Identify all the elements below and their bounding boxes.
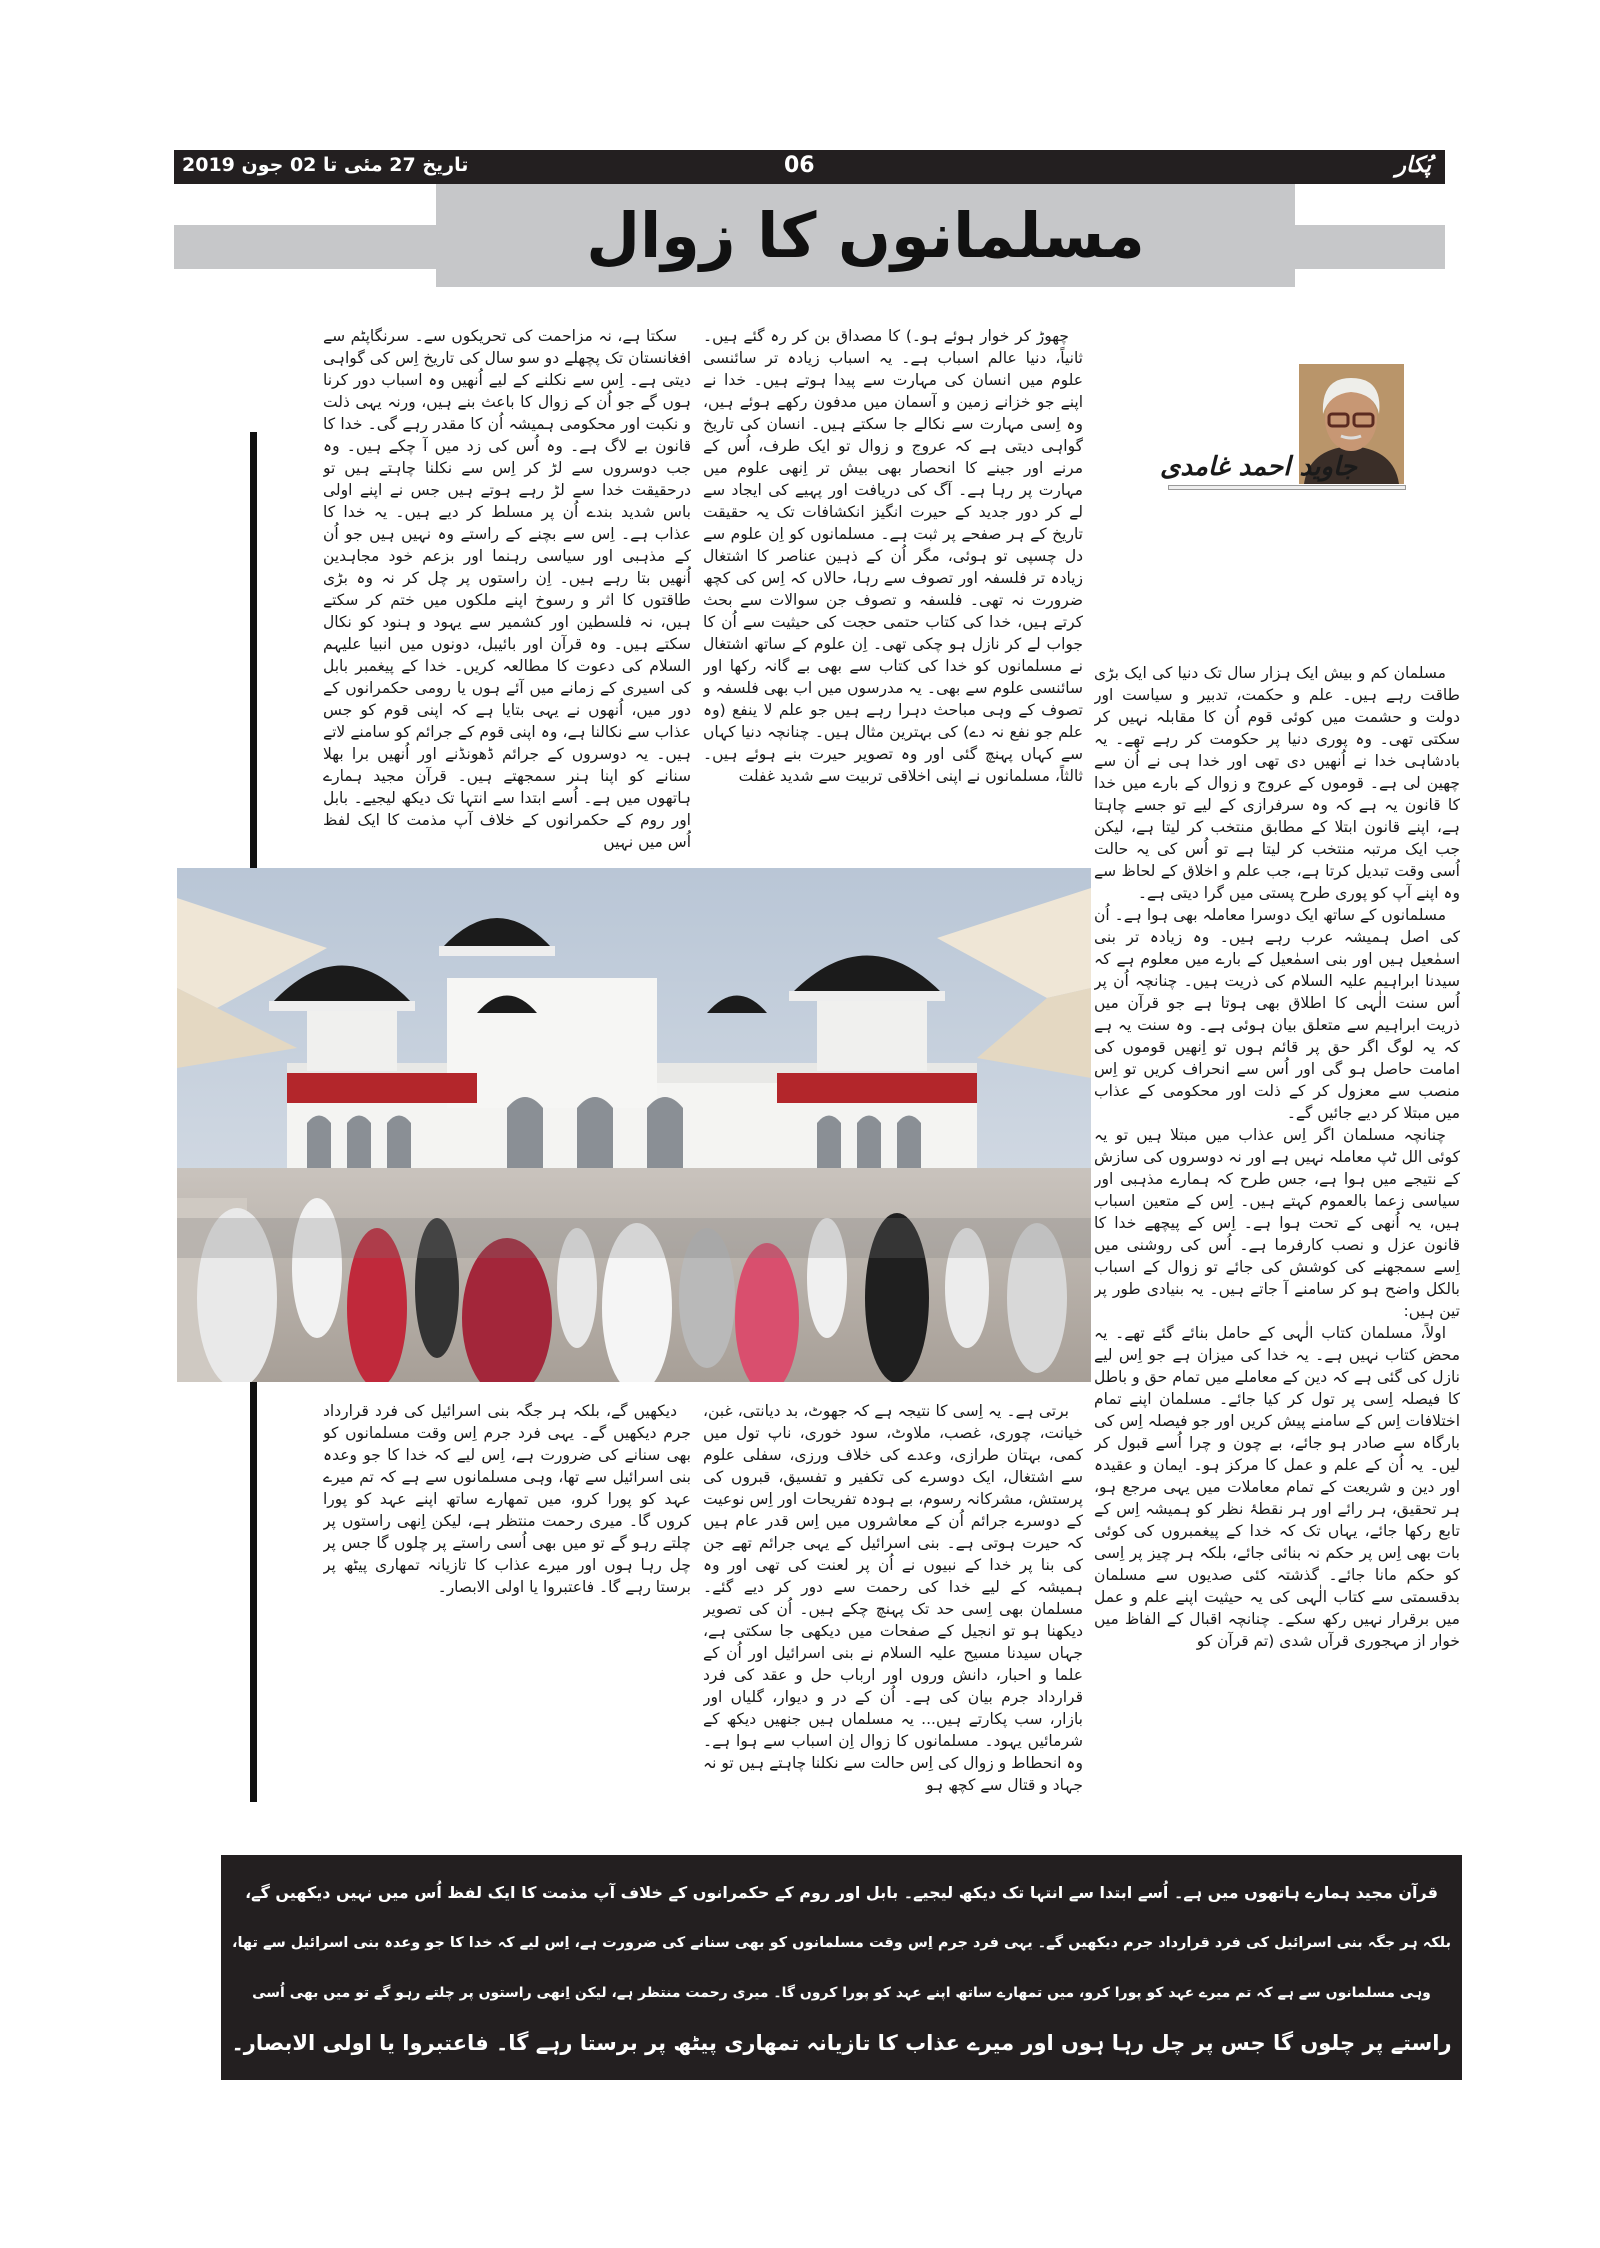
pull-quote-line: بلکہ ہر جگہ بنی اسرائیل کی فرد قرارداد جرم دیکھیں گے۔ یہی فرد جرم اِس وقت مسلمانوں کو بھی سنانے کی ضرورت ہے، اِس لیے کہ خدا کا جو وعدہ بنی اسرائیل سے تھا، bbox=[231, 1934, 1452, 1951]
masthead-bar bbox=[174, 150, 1445, 184]
paragraph: برتی ہے۔ یہ اِسی کا نتیجہ ہے کہ جھوٹ، بد دیانتی، غبن، خیانت، چوری، غصب، ملاوٹ، سود خوری، ناپ تول میں کمی، بہتان طرازی، وعدے کی خلاف ورزی، سفلی علوم سے اشتغال، ایک دوسرے کی تکفیر و تفسیق، قبروں کی پرستش، مشرکانہ رسوم، بے ہودہ تفریحات اور اِس نوعیت کے دوسرے جرائم اُن کے معاشروں میں اِس قدر عام ہیں کہ حیرت ہوتی ہے۔ بنی اسرائیل کے یہی جرائم تھے جن کی بنا پر خدا کے نبیوں نے اُن پر لعنت کی تھی اور وہ ہمیشہ کے لیے خدا کی رحمت سے دور کر دیے گئے۔ مسلمان بھی اِسی حد تک پہنچ چکے ہیں۔ اُن کی تصویر دیکھنا ہو تو انجیل کے صفحات میں دیکھی جا سکتی ہے، جہاں سیدنا مسیح علیہ السلام نے بنی اسرائیل اور اُن کے علما و احبار، دانش وروں اور ارباب حل و عقد کی فرد قرارداد جرم بیان کی ہے۔ اُن کے در و دیوار، گلیاں اور بازار، سب پکارتے ہیں... یہ مسلماں ہیں جنھیں دیکھ کے شرمائیں یہود۔ مسلمانوں کا زوال اِن اسباب سے ہوا ہے۔ وہ انحطاط و زوال کی اِس حالت سے نکلنا چاہتے ہیں تو نہ جہاد و قتال سے کچھ ہو bbox=[703, 1402, 1083, 1794]
pull-quote-line: راستے پر چلوں گا جس پر چل رہا ہوں اور میرے عذاب کا تازیانہ تمھاری پیٹھ پر برستا رہے گا۔ فاعتبروا یا اولی الابصار۔ bbox=[231, 2030, 1452, 2055]
paragraph: سکتا ہے، نہ مزاحمت کی تحریکوں سے۔ سرنگاپٹم سے افغانستان تک پچھلے دو سو سال کی تاریخ اِس کی گواہی دیتی ہے۔ اِس سے نکلنے کے لیے اُنھیں وہ اسباب دور کرنا ہوں گے جو اُن کے زوال کا باعث بنے ہیں، ورنہ یہی ذلت و نکبت اور محکومی ہمیشہ اُن کا مقدر رہے گی۔ خدا کا قانون بے لاگ ہے۔ وہ اُس کی زد میں آ چکے ہیں۔ وہ جب دوسروں سے لڑ کر اِس سے نکلنا چاہتے ہیں تو درحقیقت خدا سے لڑ رہے ہوتے ہیں جس نے اپنے اولی باس شدید بندے اُن پر مسلط کر دیے ہیں۔ یہ خدا کا عذاب ہے۔ اِس سے بچنے کے راستے وہ نہیں ہیں جو اُن کے مذہبی اور سیاسی رہنما اور بزعم خود مجاہدین اُنھیں بتا رہے ہیں۔ اِن راستوں پر چل کر نہ وہ بڑی طاقتوں کا اثر و رسوخ اپنے ملکوں میں ختم کر سکتے ہیں، نہ فلسطین اور کشمیر سے یہود و ہنود کو نکال سکتے ہیں۔ وہ قرآن اور بائیبل، دونوں میں انبیا علیہم السلام کی دعوت کا مطالعہ کریں۔ خدا کے پیغمبر بابل کی اسیری کے زمانے میں آئے ہوں یا رومی حکمرانوں کے دور میں، اُنھوں نے یہی بتایا ہے کہ اپنی قوم کو جس عذاب سے نکالنا ہے، وہ اپنی قوم کے جرائم کو سامنے لاتے ہیں۔ یہ دوسروں کے جرائم ڈھونڈنے اور اُنھیں برا بھلا سنانے کو اپنا ہنر سمجھتے ہیں۔ قرآن مجید ہمارے ہاتھوں میں ہے۔ اُسے ابتدا سے انتہا تک دیکھ لیجیے۔ بابل اور روم کے حکمرانوں کے خلاف آپ مذمت کا ایک لفظ اُس میں نہیں bbox=[323, 327, 691, 851]
article-column-left-bottom bbox=[323, 1400, 691, 1600]
paragraph: چھوڑ کر خوار ہوئے ہو۔) کا مصداق بن کر رہ گئے ہیں۔ ثانیاً، دنیا عالم اسباب ہے۔ یہ اسباب زیادہ تر سائنسی علوم میں انسان کی مہارت سے پیدا ہوتے ہیں۔ خدا نے اپنے جو خزانے زمین و آسمان میں مدفون رکھے ہوئے ہیں، وہ اِسی مہارت سے نکالے جا سکتے ہیں۔ انسان کی تاریخ گواہی دیتی ہے کہ عروج و زوال تو ایک طرف، اُس کے مرنے اور جینے کا انحصار بھی بیش تر اِنھی علوم میں مہارت پر رہا ہے۔ آگ کی دریافت اور پہیے کی ایجاد سے لے کر دور جدید کے حیرت انگیز انکشافات تک یہ حقیقت تاریخ کے ہر صفحے پر ثبت ہے۔ مسلمانوں کو اِن علوم سے دل چسپی تو ہوئی، مگر اُن کے ذہین عناصر کا اشتغال زیادہ تر فلسفہ اور تصوف سے رہا، حالاں کہ اِس کی کچھ ضرورت نہ تھی۔ فلسفہ و تصوف جن سوالات سے بحث کرتے ہیں، خدا کی کتاب حتمی حجت کی حیثیت سے اُن کا جواب لے کر نازل ہو چکی تھی۔ اِن علوم کے ساتھ اشتغال نے مسلمانوں کو خدا کی کتاب سے بھی بے گانہ رکھا اور سائنسی علوم سے بھی۔ یہ مدرسوں میں اب بھی فلسفہ و تصوف کے وہی مباحث دہرا رہے ہیں جو علم لا ینفع (وہ علم جو نفع نہ دے) کی بہترین مثال ہیں۔ چنانچہ دنیا کہاں سے کہاں پہنچ گئی اور وہ تصویر حیرت بنے ہوئے ہیں۔ ثالثاً، مسلمانوں نے اپنی اخلاقی تربیت سے شدید غفلت bbox=[703, 327, 1083, 785]
issue-date: تاریخ 27 مئی تا 02 جون 2019 bbox=[182, 154, 469, 176]
paragraph: چنانچہ مسلمان اگر اِس عذاب میں مبتلا ہیں تو یہ کوئی الل ٹپ معاملہ نہیں ہے اور نہ دوسروں کی سازش کے نتیجے میں ہوا ہے، جس طرح کہ ہمارے مذہبی اور سیاسی زعما بالعموم کہتے ہیں۔ اِس کے متعین اسباب ہیں، یہ اُنھی کے تحت ہوا ہے۔ اِس کے پیچھے خدا کا قانون عزل و نصب کارفرما ہے۔ اُس کی روشنی میں اِسے سمجھنے کی کوشش کی جائے تو زوال کے اسباب بالکل واضح ہو کر سامنے آ جاتے ہیں۔ یہ بنیادی طور پر تین ہیں: bbox=[1094, 1126, 1460, 1320]
paragraph: مسلمان کم و بیش ایک ہزار سال تک دنیا کی ایک بڑی طاقت رہے ہیں۔ علم و حکمت، تدبیر و سیاست اور دولت و حشمت میں کوئی قوم اُن کا مقابلہ نہیں کر سکتی تھی۔ وہ پوری دنیا پر حکومت کر رہے تھے۔ یہ بادشاہی خدا نے اُنھیں دی تھی اور خدا ہی نے اُن سے چھین لی ہے۔ قوموں کے عروج و زوال کے بارے میں خدا کا قانون یہ ہے کہ وہ سرفرازی کے لیے تو جسے چاہتا ہے، اپنے قانون ابتلا کے مطابق منتخب کر لیتا ہے، لیکن جب ایک مرتبہ منتخب کر لیتا ہے تو اُس کی یہ حالت اُسی وقت تبدیل کرتا ہے، جب علم و اخلاق کے لحاظ سے وہ اپنے آپ کو پوری طرح پستی میں گرا دیتی ہے۔ bbox=[1094, 664, 1460, 902]
newspaper-logo: پُکار bbox=[1395, 152, 1431, 178]
mosque-photo bbox=[177, 868, 1091, 1382]
article-column-middle-top bbox=[703, 325, 1083, 861]
title-box bbox=[436, 184, 1295, 287]
pull-quote-line: وہی مسلمانوں سے ہے کہ تم میرے عہد کو پورا کرو، میں تمھارے ساتھ اپنے عہد کو پورا کروں گا۔ میری رحمت منتظر ہے، لیکن اِنھی راستوں پر چلتے رہو گے تو میں بھی اُسی bbox=[252, 1984, 1431, 2001]
paragraph: مسلمانوں کے ساتھ ایک دوسرا معاملہ بھی ہوا ہے۔ اُن کی اصل ہمیشہ عرب رہے ہیں۔ وہ زیادہ تر بنی اسمٰعیل ہیں اور بنی اسمٰعیل کے بارے میں معلوم ہے کہ سیدنا ابراہیم علیہ السلام کی ذریت ہیں۔ چنانچہ اُن پر اُس سنت الٰہی کا اطلاق بھی ہوتا ہے جو قرآن میں ذریت ابراہیم سے متعلق بیان ہوئی ہے۔ وہ سنت یہ ہے کہ یہ لوگ اگر حق پر قائم ہوں تو اِنھیں قوموں کی امامت حاصل ہو گی اور اُس سے انحراف کریں تو اِس منصب سے معزول کر کے ذلت اور محکومی کے عذاب میں مبتلا کر دیے جائیں گے۔ bbox=[1094, 906, 1460, 1122]
article-column-left-top bbox=[323, 325, 691, 861]
pull-quote-line: قرآن مجید ہمارے ہاتھوں میں ہے۔ اُسے ابتدا سے انتہا تک دیکھ لیجیے۔ بابل اور روم کے حکمرانوں کے خلاف آپ مذمت کا ایک لفظ اُس میں نہیں دیکھیں گے، bbox=[245, 1882, 1438, 1902]
author-name: جاوید احمد غامدی bbox=[1160, 452, 1357, 482]
pull-quote-box bbox=[221, 1855, 1462, 2080]
article-column-middle-bottom bbox=[703, 1400, 1083, 1820]
page-number: 06 bbox=[784, 153, 815, 178]
paragraph: اولاً، مسلمان کتاب الٰہی کے حامل بنائے گئے تھے۔ یہ محض کتاب نہیں ہے۔ یہ خدا کی میزان ہے جو اِس لیے نازل کی گئی ہے کہ دین کے معاملے میں تمام حق و باطل کا فیصلہ اِسی پر تول کر کیا جائے۔ مسلمان اپنے تمام اختلافات اِس کے سامنے پیش کریں اور جو فیصلہ اِس کی بارگاہ سے صادر ہو جائے، بے چون و چرا اُسے قبول کر لیں۔ یہ اُن کے علم و عمل کا مرکز ہو۔ ایمان و عقیدہ اور دین و شریعت کے تمام معاملات میں یہی مرجع ہو، ہر تحقیق، ہر رائے اور ہر نقطۂ نظر کو ہمیشہ اِس کے تابع رکھا جائے، یہاں تک کہ خدا کے پیغمبروں کی کوئی بات بھی اِس پر حکم نہ بنائی جائے، بلکہ ہر چیز پر اِسی کو حکم مانا جائے۔ گذشتہ کئی صدیوں سے مسلمان بدقسمتی سے کتاب الٰہی کی یہ حیثیت اپنے علم و عمل میں برقرار نہیں رکھ سکے۔ چنانچہ اقبال کے الفاظ میں خوار از مہجوری قرآں شدی (تم قرآن کو bbox=[1094, 1324, 1460, 1650]
author-underline bbox=[1168, 485, 1406, 490]
article-column-right bbox=[1094, 662, 1460, 1828]
article-title: مسلمانوں کا زوال bbox=[586, 199, 1145, 272]
paragraph: دیکھیں گے، بلکہ ہر جگہ بنی اسرائیل کی فرد قرارداد جرم دیکھیں گے۔ یہی فرد جرم اِس وقت مسلمانوں کو بھی سنانے کی ضرورت ہے، اِس لیے کہ خدا کا جو وعدہ بنی اسرائیل سے تھا، وہی مسلمانوں سے ہے کہ تم میرے عہد کو پورا کرو، میں تمھارے ساتھ اپنے عہد کو پورا کروں گا۔ میری رحمت منتظر ہے، لیکن اِنھی راستوں پر چلتے رہو گے تو میں بھی اُسی راستے پر چلوں گا جس پر چل رہا ہوں اور میرے عذاب کا تازیانہ تمھاری پیٹھ پر برستا رہے گا۔ فاعتبروا یا اولی الابصار۔ bbox=[323, 1402, 691, 1596]
